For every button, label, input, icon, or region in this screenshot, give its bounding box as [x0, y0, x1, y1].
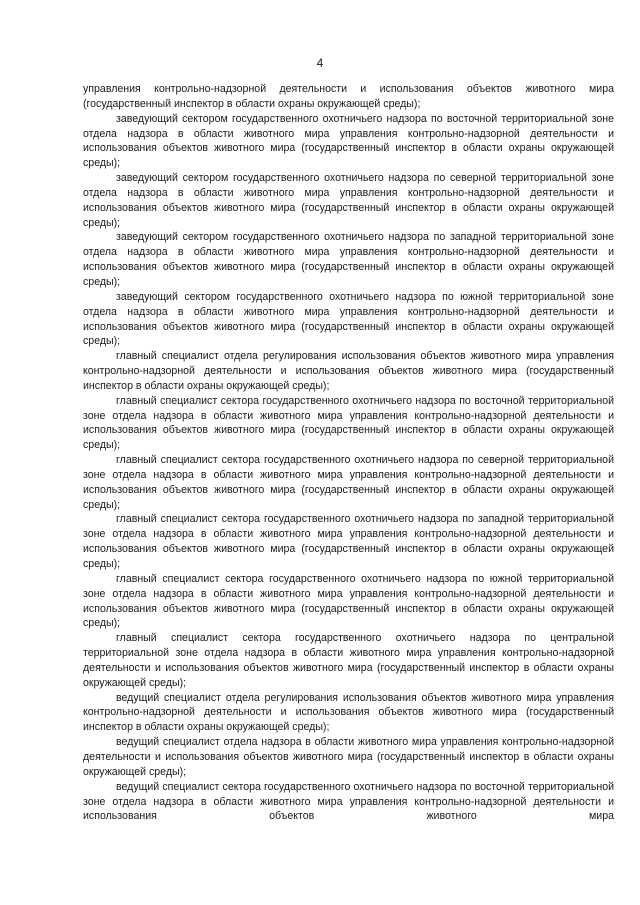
paragraph-leading-regulation-dept: ведущий специалист отдела регулирования использования объектов животного мира управления контрольно-надзорной деятельности и использования объектов животного мира (государственный инспектор в области охраны окружающей среды);	[83, 691, 614, 734]
paragraph-head-south-sector: заведующий сектором государственного охотничьего надзора по южной территориальной зоне отдела надзора в области животного мира управления контрольно-надзорной деятельности и использования объектов животного мира (государственный инспектор в области охраны окружающей среды);	[83, 290, 614, 348]
paragraph-chief-regulation-dept: главный специалист отдела регулирования использования объектов животного мира управления контрольно-надзорной деятельности и использования объектов животного мира (государственный инспектор в области охраны окружающей среды);	[83, 350, 614, 392]
paragraph-continuation: управления контрольно-надзорной деятельности и использования объектов животного мира (государственный инспектор в области охраны окружающей среды);	[83, 83, 614, 110]
paragraph-chief-east-sector: главный специалист сектора государственного охотничьего надзора по восточной территориальной зоне отдела надзора в области животного мира управления контрольно-надзорной деятельности и использования объектов животного мира (государственный инспектор в области охраны окружающей среды);	[83, 394, 614, 452]
paragraph-chief-west-sector: главный специалист сектора государственного охотничьего надзора по западной территориальной зоне отдела надзора в области животного мира управления контрольно-надзорной деятельности и использования объектов животного мира (государственный инспектор в области охраны окружающей среды);	[83, 513, 614, 570]
paragraph-head-east-sector: заведующий сектором государственного охотничьего надзора по восточной территориальной зоне отдела надзора в области животного мира управления контрольно-надзорной деятельности и использования объектов животного мира (государственный инспектор в области охраны окружающей среды);	[83, 112, 614, 170]
paragraph-chief-south-sector: главный специалист сектора государственного охотничьего надзора по южной территориальной зоне отдела надзора в области животного мира управления контрольно-надзорной деятельности и использования объектов животного мира (государственный инспектор в области охраны окружающей среды);	[83, 572, 614, 630]
document-body	[83, 82, 614, 824]
paragraph-chief-north-sector: главный специалист сектора государственного охотничьего надзора по северной территориальной зоне отдела надзора в области животного мира управления контрольно-надзорной деятельности и использования объектов животного мира (государственный инспектор в области охраны окружающей среды);	[83, 454, 614, 511]
paragraph-leading-supervision-dept: ведущий специалист отдела надзора в области животного мира управления контрольно-надзорной деятельности и использования объектов животного мира (государственный инспектор в области охраны окружающей среды);	[83, 736, 614, 778]
paragraph-chief-central-sector: главный специалист сектора государственного охотничьего надзора по центральной территориальной зоне отдела надзора в области животного мира управления контрольно-надзорной деятельности и использования объектов животного мира (государственный инспектор в области охраны окружающей среды);	[83, 632, 614, 689]
page-number: 4	[316, 56, 324, 70]
paragraph-leading-east-sector: ведущий специалист сектора государственного охотничьего надзора по восточной территориальной зоне отдела надзора в области животного мира управления контрольно-надзорной деятельности и использования объектов животного мира	[83, 780, 614, 823]
paragraph-head-west-sector: заведующий сектором государственного охотничьего надзора по западной территориальной зоне отдела надзора в области животного мира управления контрольно-надзорной деятельности и использования объектов животного мира (государственный инспектор в области охраны окружающей среды);	[83, 231, 614, 288]
paragraph-head-north-sector: заведующий сектором государственного охотничьего надзора по северной территориальной зоне отдела надзора в области животного мира управления контрольно-надзорной деятельности и использования объектов животного мира (государственный инспектор в области охраны окружающей среды);	[83, 172, 614, 229]
